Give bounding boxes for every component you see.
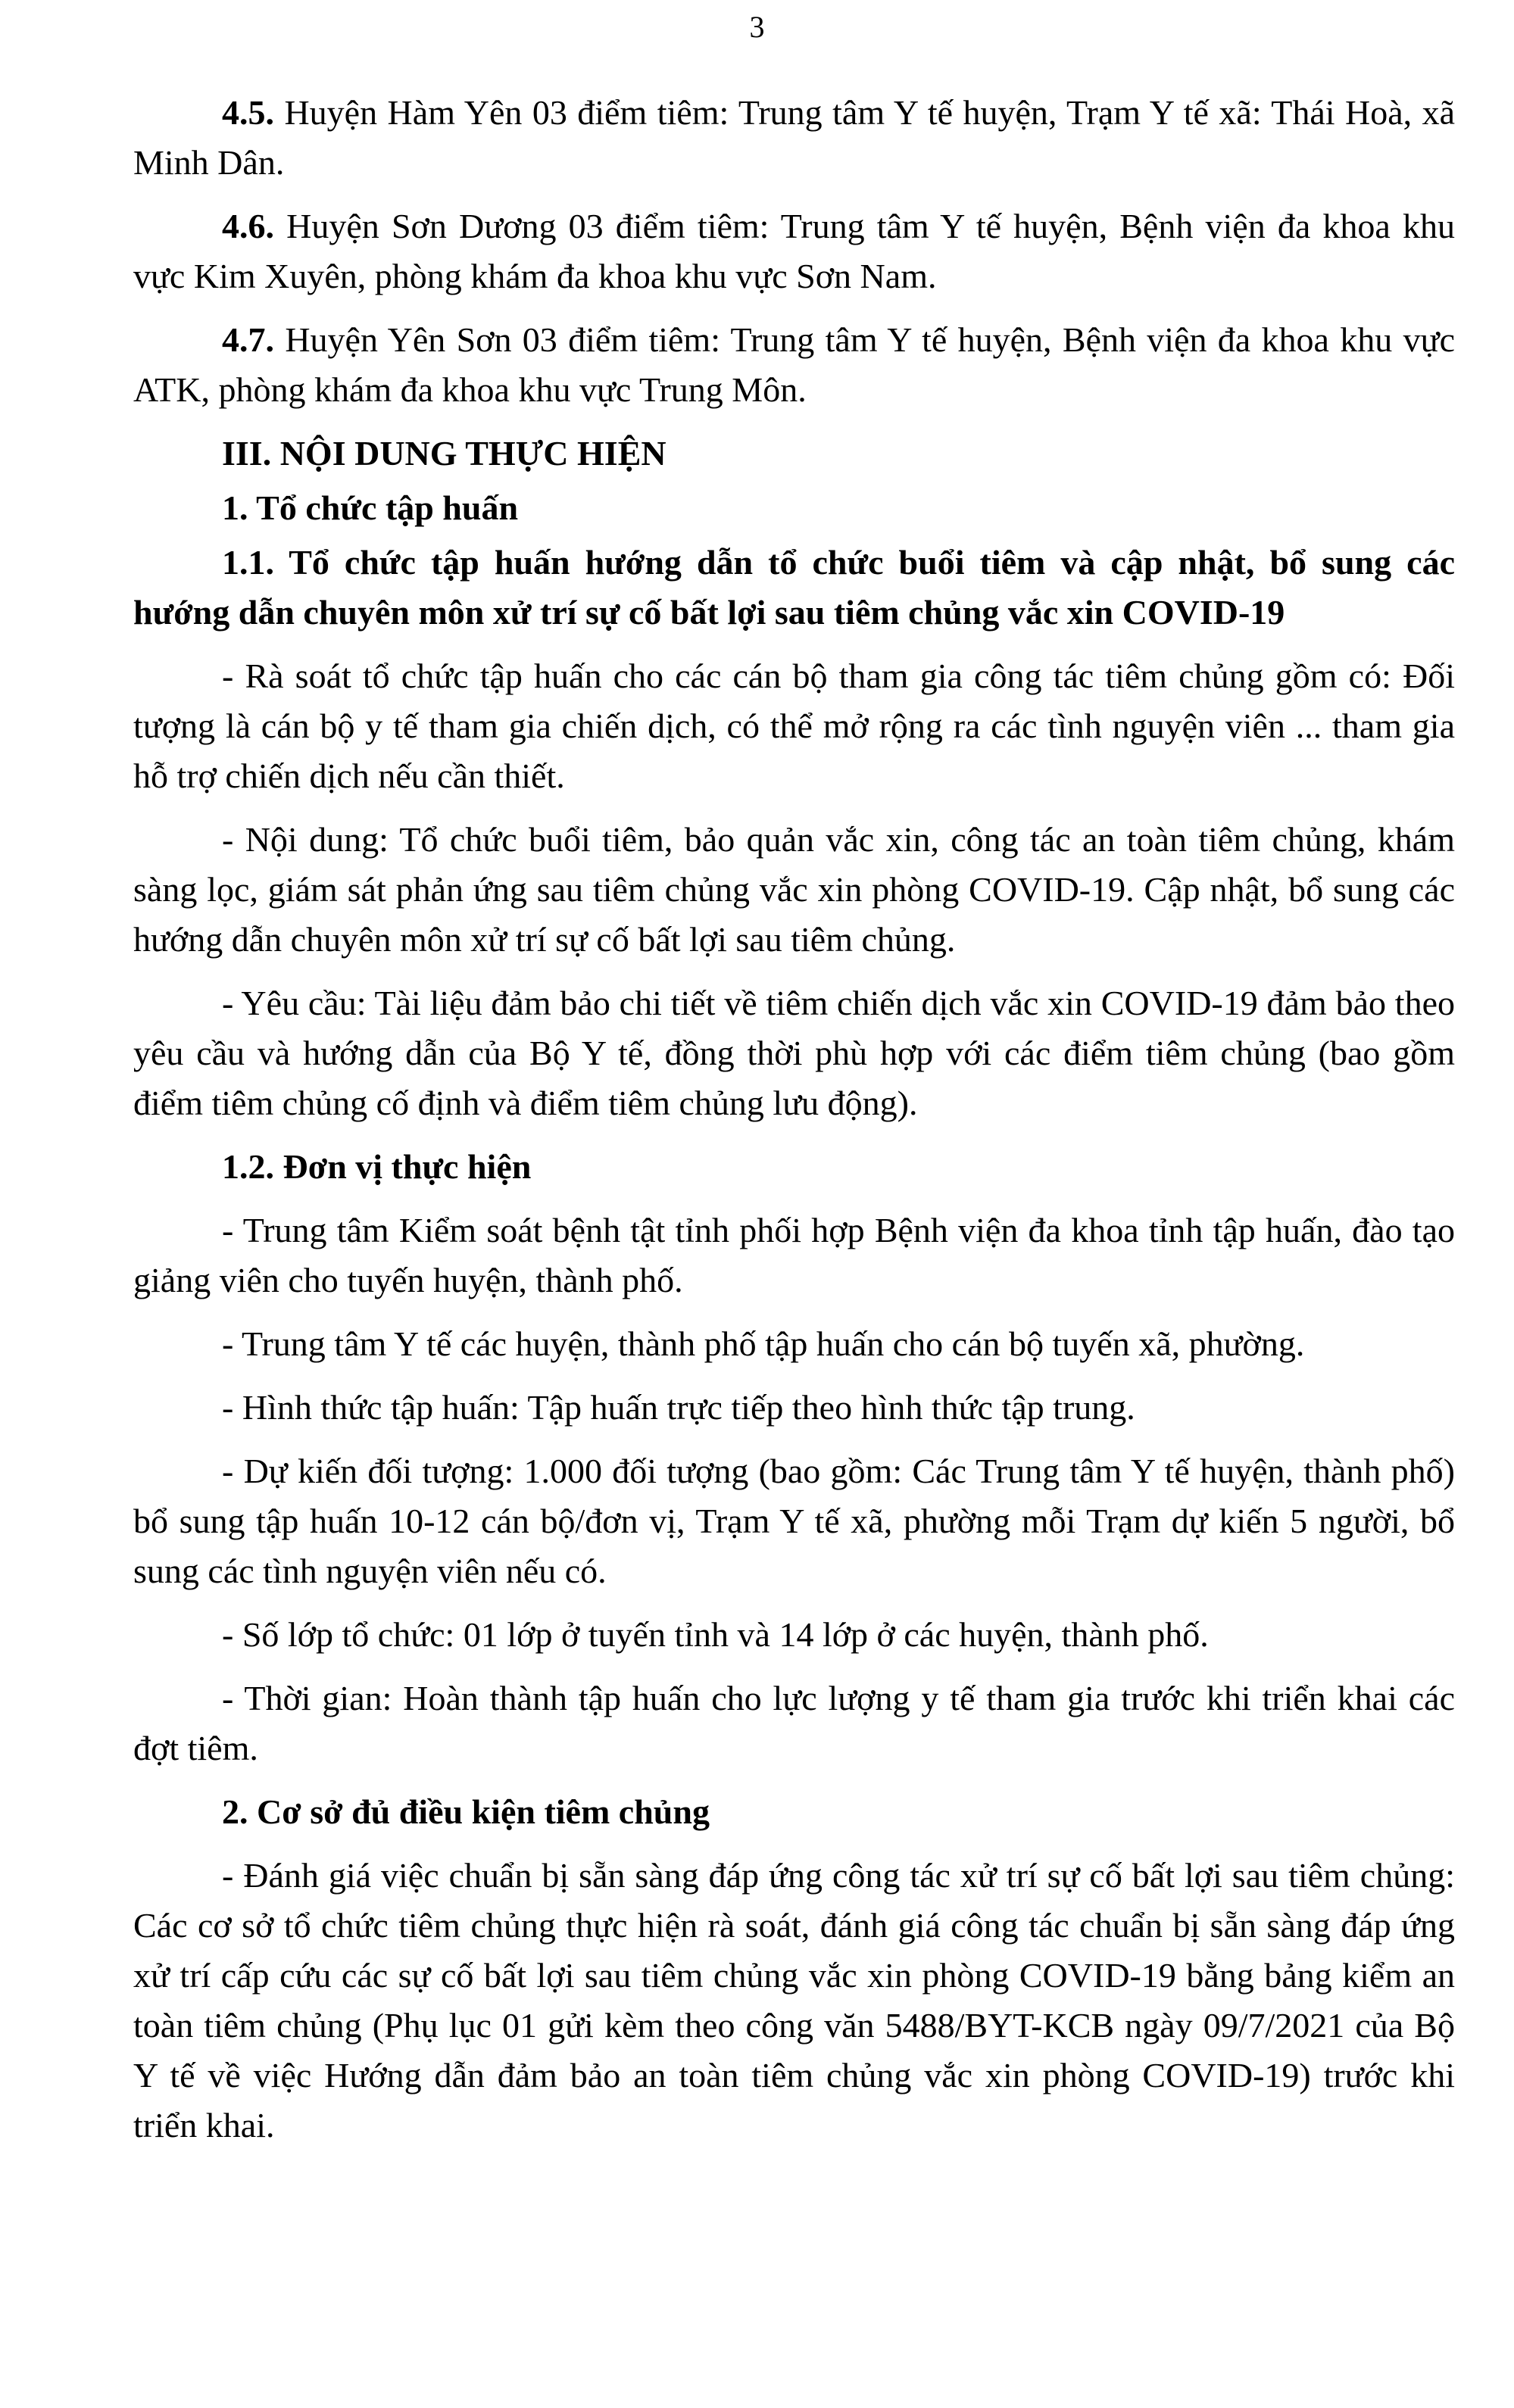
item-text: Huyện Yên Sơn 03 điểm tiêm: Trung tâm Y tế huyện, Bệnh viện đa khoa khu vực ATK, phòng khám đa khoa khu vực Trung Môn. xyxy=(133,320,1455,409)
paragraph: - Đánh giá việc chuẩn bị sẵn sàng đáp ứng công tác xử trí sự cố bất lợi sau tiêm chủng: Các cơ sở tổ chức tiêm chủng thực hiện rà soát, đánh giá công tác chuẩn bị sẵn sàng đáp ứng xử trí cấp cứu các sự cố bất lợi sau tiêm chủng vắc xin phòng COVID-19 bằng bảng kiểm an toàn tiêm chủng (Phụ lục 01 gửi kèm theo công văn 5488/BYT-KCB ngày 09/7/2021 của Bộ Y tế về việc Hướng dẫn đảm bảo an toàn tiêm chủng vắc xin phòng COVID-19) trước khi triển khai. xyxy=(133,1856,1455,2144)
subsection-heading-1-2: 1.2. Đơn vị thực hiện xyxy=(222,1147,532,1186)
document-body xyxy=(133,88,1455,2151)
item-text: Huyện Hàm Yên 03 điểm tiêm: Trung tâm Y tế huyện, Trạm Y tế xã: Thái Hoà, xã Minh Dân. xyxy=(133,93,1455,182)
paragraph: - Trung tâm Y tế các huyện, thành phố tập huấn cho cán bộ tuyến xã, phường. xyxy=(222,1324,1305,1363)
subsection-heading-training: 1. Tổ chức tập huấn xyxy=(222,488,519,527)
item-4-5 xyxy=(133,88,1455,188)
paragraph: - Rà soát tổ chức tập huấn cho các cán bộ tham gia công tác tiêm chủng gồm có: Đối tượng là cán bộ y tế tham gia chiến dịch, có thể mở rộng ra các tình nguyện viên ... tham gia hỗ trợ chiến dịch nếu cần thiết. xyxy=(133,657,1455,795)
paragraph: - Thời gian: Hoàn thành tập huấn cho lực lượng y tế tham gia trước khi triển khai các đợt tiêm. xyxy=(133,1679,1455,1767)
paragraph: - Trung tâm Kiểm soát bệnh tật tỉnh phối hợp Bệnh viện đa khoa tỉnh tập huấn, đào tạo giảng viên cho tuyến huyện, thành phố. xyxy=(133,1211,1455,1299)
item-4-6 xyxy=(133,201,1455,301)
paragraph: - Yêu cầu: Tài liệu đảm bảo chi tiết về tiêm chiến dịch vắc xin COVID-19 đảm bảo theo yêu cầu và hướng dẫn của Bộ Y tế, đồng thời phù hợp với các điểm tiêm chủng (bao gồm điểm tiêm chủng cố định và điểm tiêm chủng lưu động). xyxy=(133,984,1455,1122)
paragraph: - Hình thức tập huấn: Tập huấn trực tiếp theo hình thức tập trung. xyxy=(222,1388,1135,1427)
item-label: 4.6. xyxy=(222,207,274,245)
item-4-7 xyxy=(133,315,1455,415)
item-text: Huyện Sơn Dương 03 điểm tiêm: Trung tâm Y tế huyện, Bệnh viện đa khoa khu vực Kim Xuyên, phòng khám đa khoa khu vực Sơn Nam. xyxy=(133,207,1455,295)
paragraph: - Dự kiến đối tượng: 1.000 đối tượng (bao gồm: Các Trung tâm Y tế huyện, thành phố) bổ sung tập huấn 10-12 cán bộ/đơn vị, Trạm Y tế xã, phường mỗi Trạm dự kiến 5 người, bổ sung các tình nguyện viên nếu có. xyxy=(133,1452,1455,1590)
paragraph: - Nội dung: Tổ chức buổi tiêm, bảo quản vắc xin, công tác an toàn tiêm chủng, khám sàng lọc, giám sát phản ứng sau tiêm chủng vắc xin phòng COVID-19. Cập nhật, bổ sung các hướng dẫn chuyên môn xử trí sự cố bất lợi sau tiêm chủng. xyxy=(133,820,1455,959)
paragraph: - Số lớp tổ chức: 01 lớp ở tuyến tỉnh và 14 lớp ở các huyện, thành phố. xyxy=(222,1615,1209,1654)
subsection-heading-2: 2. Cơ sở đủ điều kiện tiêm chủng xyxy=(222,1792,710,1831)
subsection-heading-1-1: 1.1. Tổ chức tập huấn hướng dẫn tổ chức buổi tiêm và cập nhật, bổ sung các hướng dẫn chuyên môn xử trí sự cố bất lợi sau tiêm chủng vắc xin COVID-19 xyxy=(133,543,1455,632)
page-number: 3 xyxy=(749,10,765,44)
section-heading: III. NỘI DUNG THỰC HIỆN xyxy=(222,434,666,473)
item-label: 4.7. xyxy=(222,320,274,359)
item-label: 4.5. xyxy=(222,93,274,132)
